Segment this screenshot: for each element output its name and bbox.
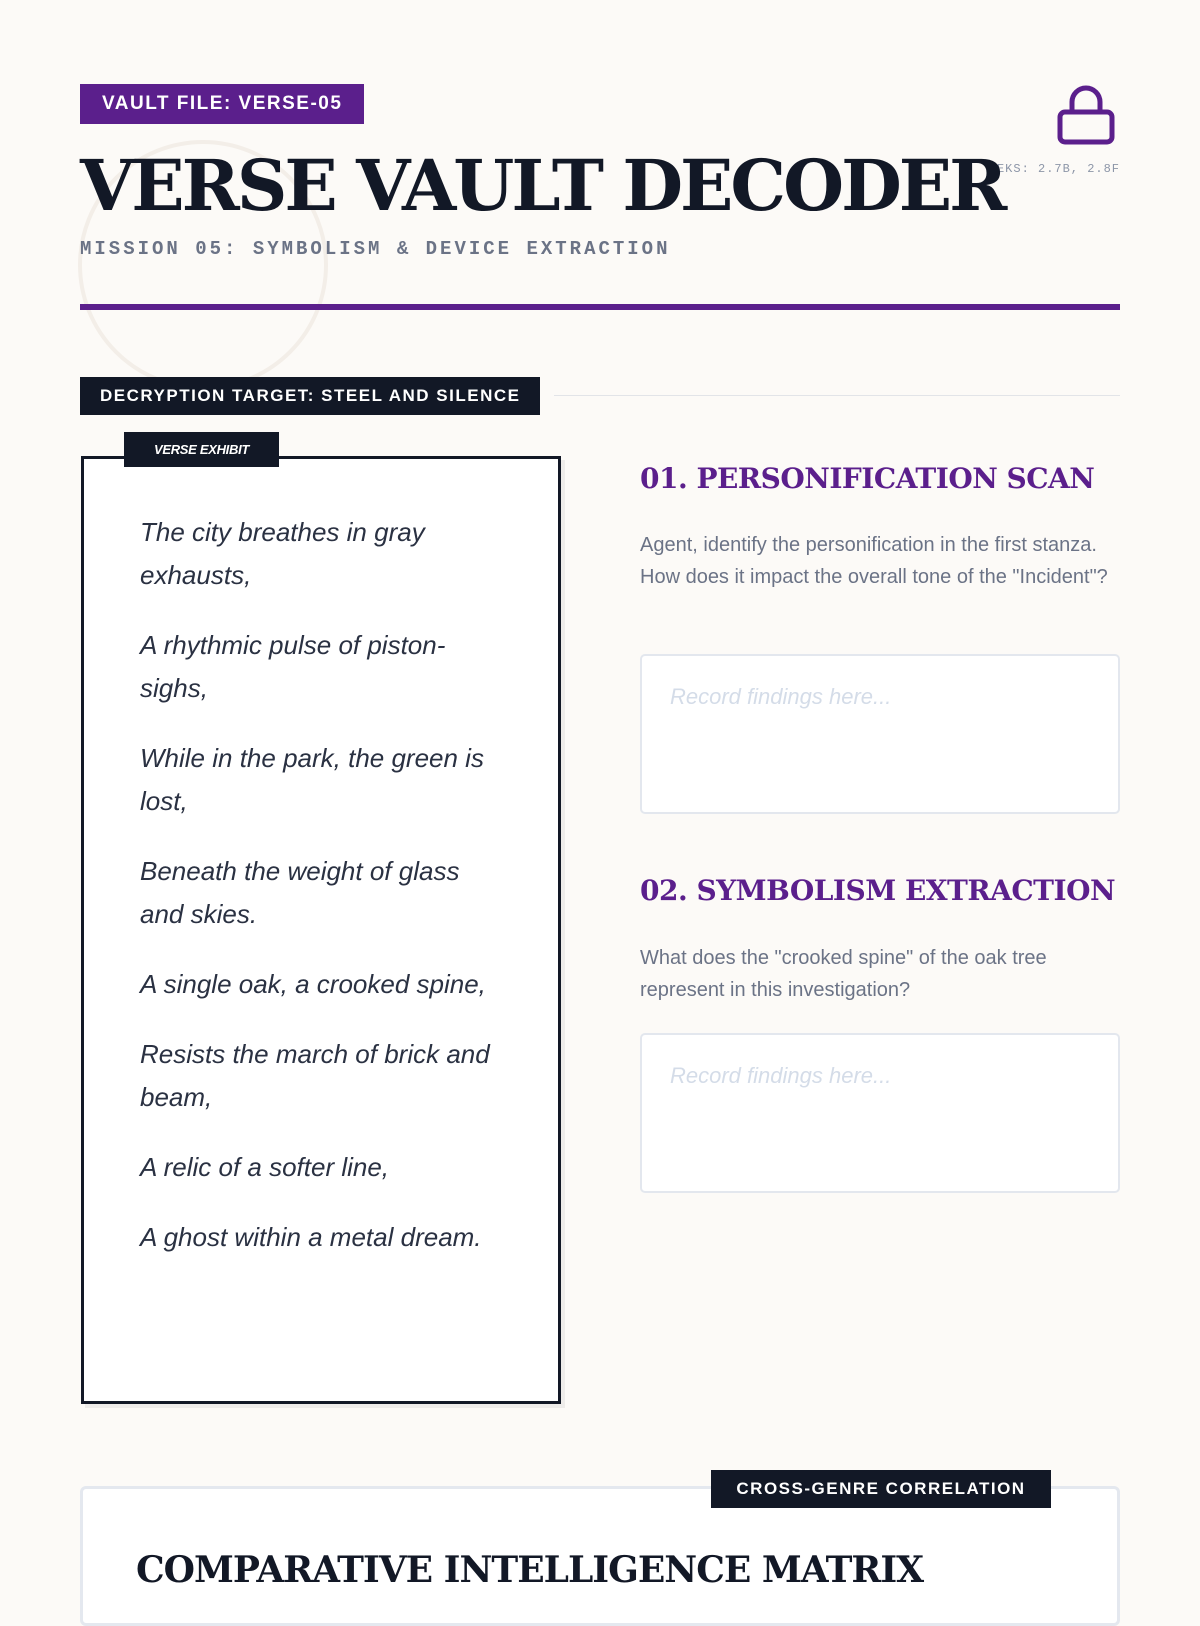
decryption-target-label: DECRYPTION TARGET: STEEL AND SILENCE [80, 377, 540, 415]
matrix-title: COMPARATIVE INTELLIGENCE MATRIX [136, 1549, 924, 1591]
verse-exhibit-panel [81, 456, 561, 1404]
verse-exhibit-tag: VERSE EXHIBIT [124, 432, 279, 467]
vault-file-badge: VAULT FILE: VERSE-05 [80, 84, 364, 124]
mission-subtitle: MISSION 05: SYMBOLISM & DEVICE EXTRACTION [80, 238, 671, 260]
verse-lines [140, 511, 510, 1286]
verse-line: The city breathes in gray exhausts, [140, 517, 425, 590]
header-divider [80, 304, 1120, 310]
question-1-text: Agent, identify the personification in the first stanza. How does it impact the overall tone of the "Incident"? [640, 534, 1108, 588]
teks-standards: TEKS: 2.7B, 2.8F [988, 162, 1120, 176]
question-2-text: What does the "crooked spine" of the oak tree represent in this investigation? [640, 947, 1047, 1001]
question-1-title: 01. PERSONIFICATION SCAN [640, 462, 1095, 495]
cross-genre-tag: CROSS-GENRE CORRELATION [711, 1470, 1051, 1508]
verse-line: Resists the march of brick and beam, [140, 1039, 490, 1112]
verse-line: A single oak, a crooked spine, [140, 969, 486, 999]
question-2-answer-input[interactable] [640, 1033, 1120, 1193]
verse-line: A relic of a softer line, [140, 1152, 390, 1182]
verse-line: Beneath the weight of glass and skies. [140, 856, 460, 929]
verse-line: A rhythmic pulse of piston-sighs, [140, 630, 446, 703]
verse-line: While in the park, the green is lost, [140, 743, 484, 816]
lock-icon [1056, 82, 1116, 146]
page-title: VERSE VAULT DECODER [80, 144, 1005, 227]
question-2-title: 02. SYMBOLISM EXTRACTION [640, 874, 1116, 907]
verse-line: A ghost within a metal dream. [140, 1222, 482, 1252]
target-divider [554, 395, 1120, 396]
question-1-answer-input[interactable] [640, 654, 1120, 814]
